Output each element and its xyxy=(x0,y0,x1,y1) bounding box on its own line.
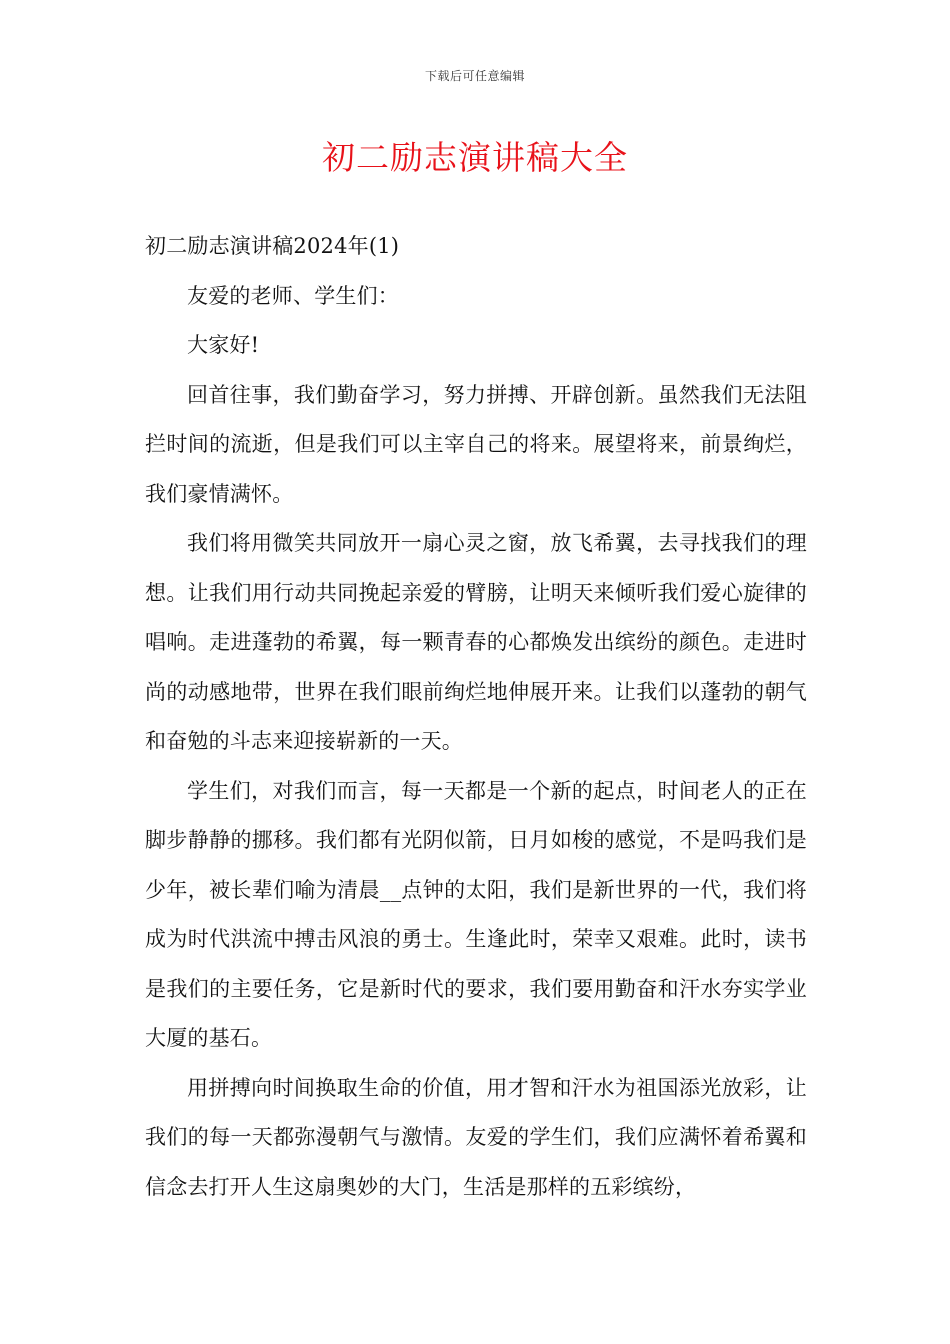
document-subtitle: 初二励志演讲稿2024年(1) xyxy=(145,234,400,258)
paragraph-greeting-audience: 友爱的老师、学生们： xyxy=(187,283,399,308)
paragraph: 用拼搏向时间换取生命的价值，用才智和汗水为祖国添光放彩，让我们的每一天都弥漫朝气与激情。友爱的学生们，我们应满怀着希翼和信念去打开人生这扇奥妙的大门，生活是那样的五彩缤纷， xyxy=(145,1075,807,1199)
paragraph: 学生们，对我们而言，每一天都是一个新的起点，时间老人的正在脚步静静的挪移。我们都有光阴似箭，日月如梭的感觉，不是吗我们是少年，被长辈们喻为清晨__点钟的太阳，我们是新世界的一代，我们将成为时代洪流中搏击风浪的勇士。生逢此时，荣幸又艰难。此时，读书是我们的主要任务，它是新时代的要求，我们要用勤奋和汗水夯实学业大厦的基石。 xyxy=(145,778,807,1050)
paragraph: 回首往事，我们勤奋学习，努力拼搏、开辟创新。虽然我们无法阻拦时间的流逝，但是我们可以主宰自己的将来。展望将来，前景绚烂，我们豪情满怀。 xyxy=(145,382,807,506)
paragraph-greeting-hello: 大家好! xyxy=(187,333,260,357)
document-title: 初二励志演讲稿大全 xyxy=(322,138,628,177)
paragraph: 我们将用微笑共同放开一扇心灵之窗，放飞希翼，去寻找我们的理想。让我们用行动共同挽起亲爱的臂膀，让明天来倾听我们爱心旋律的唱响。走进蓬勃的希翼，每一颗青春的心都焕发出缤纷的颜色。走进时尚的动感地带，世界在我们眼前绚烂地伸展开来。让我们以蓬勃的朝气和奋勉的斗志来迎接崭新的一天。 xyxy=(145,531,807,753)
header-note: 下载后可任意编辑 xyxy=(424,69,525,83)
document-body xyxy=(145,222,807,1212)
